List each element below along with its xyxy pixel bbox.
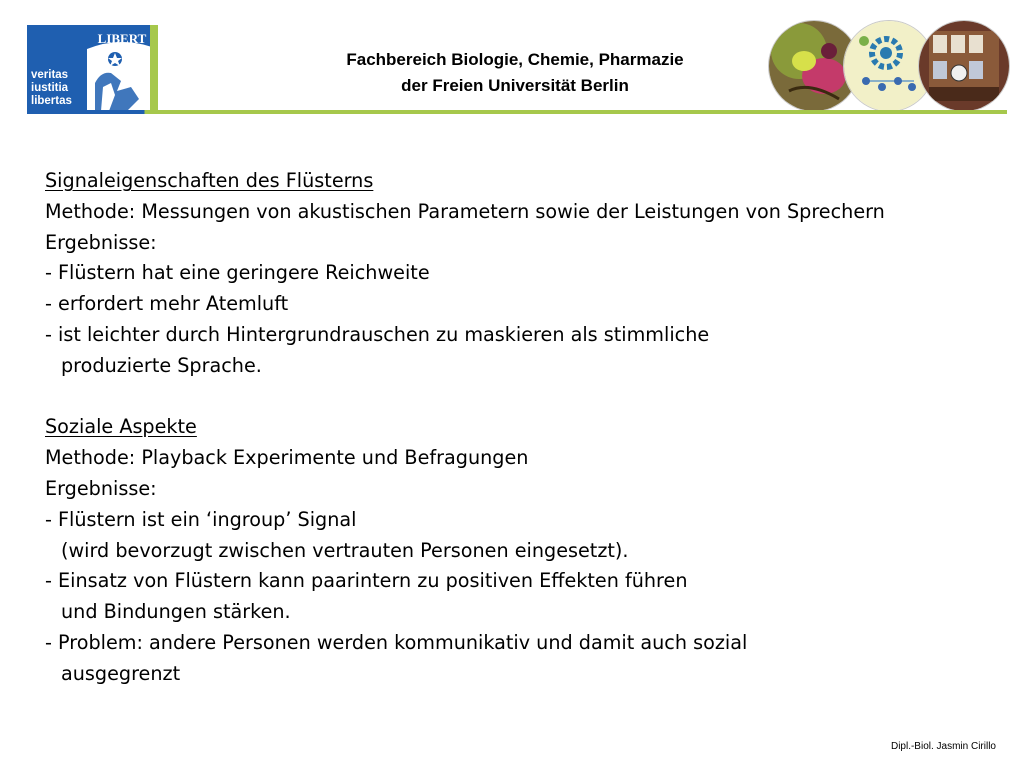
list-item-continuation: produzierte Sprache. <box>61 353 262 377</box>
header-title-line1: Fachbereich Biologie, Chemie, Pharmazie <box>346 50 684 69</box>
logo-green-bar <box>150 25 158 111</box>
spacer <box>45 382 1015 413</box>
list-item-continuation: und Bindungen stärken. <box>61 600 291 624</box>
method-text: Methode: Messungen von akustischen Parametern sowie der Leistungen von Sprechern <box>45 199 885 223</box>
results-label: Ergebnisse: <box>45 230 157 254</box>
list-item: - Problem: andere Personen werden kommunikativ und damit auch sozial <box>45 630 748 654</box>
results-label: Ergebnisse: <box>45 476 157 500</box>
section-heading-signal: Signaleigenschaften des Flüsterns <box>45 169 374 192</box>
list-item: - Einsatz von Flüstern kann paarintern zu positiven Effekten führen <box>45 569 688 593</box>
logo-motto-line: libertas <box>31 95 72 107</box>
pharmacy-image <box>918 20 1010 112</box>
apothecary-icon <box>919 21 1009 111</box>
fu-seal-icon <box>87 25 157 111</box>
list-item: - ist leichter durch Hintergrundrauschen zu maskieren als stimmliche <box>45 322 710 346</box>
logo-motto-line: veritas <box>31 69 69 81</box>
slide-content <box>45 166 1015 690</box>
list-item-continuation: ausgegrenzt <box>61 661 181 685</box>
list-item: - Flüstern ist ein ‘ingroup’ Signal <box>45 507 357 531</box>
fu-berlin-logo <box>27 25 157 111</box>
header-title <box>255 47 775 99</box>
logo-banner-text: LIBERT <box>97 31 147 46</box>
method-text: Methode: Playback Experimente und Befragungen <box>45 446 529 470</box>
logo-motto <box>31 69 72 108</box>
header-rule <box>27 110 1007 114</box>
footer-author: Dipl.-Biol. Jasmin Cirillo <box>890 741 996 752</box>
logo-motto-line: iustitia <box>31 82 69 94</box>
list-item: - Flüstern hat eine geringere Reichweite <box>45 261 430 285</box>
header-title-line2: der Freien Universität Berlin <box>401 76 629 95</box>
list-item-continuation: (wird bevorzugt zwischen vertrauten Personen eingesetzt). <box>61 538 629 562</box>
section-heading-social: Soziale Aspekte <box>45 415 197 439</box>
list-item: - erfordert mehr Atemluft <box>45 292 289 316</box>
